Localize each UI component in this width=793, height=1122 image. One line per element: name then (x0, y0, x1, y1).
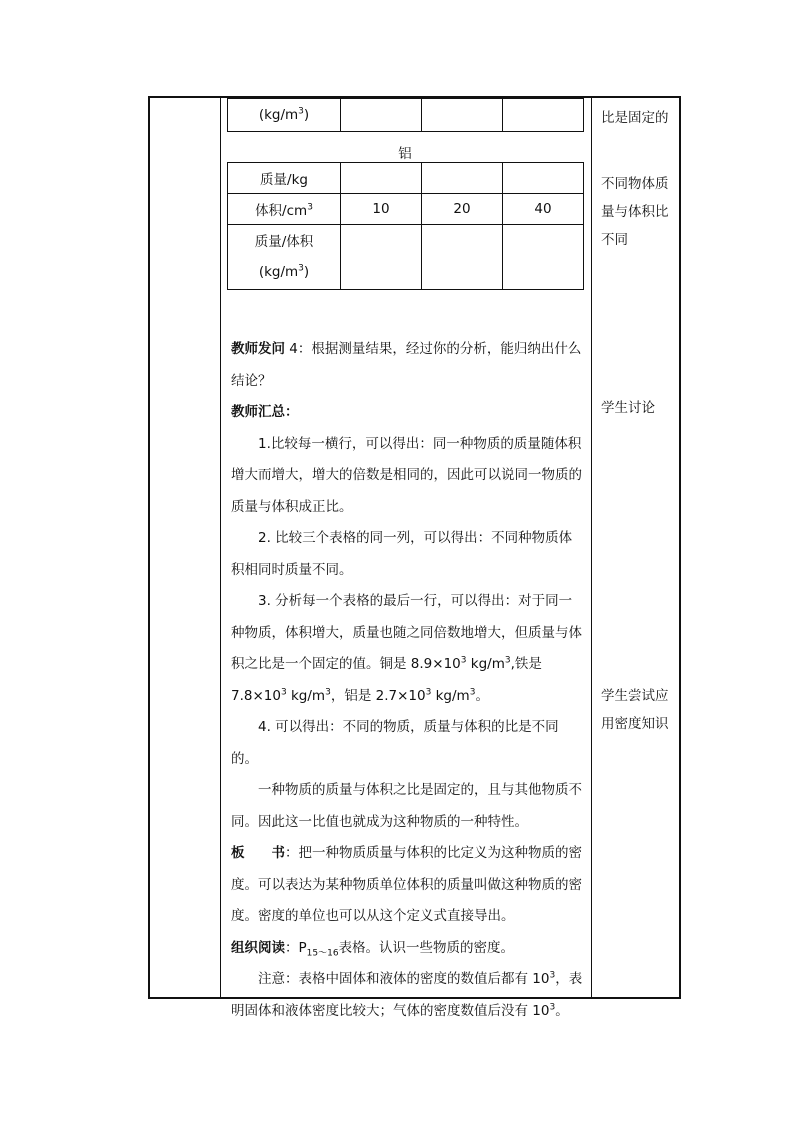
table-cell (422, 163, 503, 194)
row-label: 质量/kg (228, 163, 341, 194)
attention-note: 注意：表格中固体和液体的密度的数值后都有 $10^3$，表明固体和液体密度比较大；气体的密度数值后没有 $10^3$。 (231, 970, 583, 1019)
summary-point-3: 3. 分析每一个表格的最后一行，可以得出：对于同一种物质，体积增大，质量也随之同倍数地增大，但质量与体积之比是一个固定的值。铜是 $8.9\times 10^3$ $kg/m^3$,铁是 $7.8\times 10^3$ $kg/m^3$，铝是 $2.7\times 10^3$ $kg/m^3$。 (231, 593, 582, 704)
table-cell (422, 99, 503, 132)
row-label: 质量/体积 $(kg/m^3)$ (228, 225, 341, 290)
table-cell: 10 (341, 194, 422, 225)
table-cell (503, 163, 584, 194)
table-cell: 20 (422, 194, 503, 225)
teacher-summary-heading: 教师汇总： (231, 404, 299, 420)
summary-point-1: 1.比较每一横行，可以得出：同一种物质的质量随体积增大而增大，增大的倍数是相同的，因此可以说同一物质的质量与体积成正比。 (231, 435, 582, 515)
table-row (228, 194, 584, 225)
summary-point-4: 4. 可以得出：不同的物质，质量与体积的比是不同的。 (231, 719, 559, 767)
column-divider-right (591, 98, 592, 997)
side-note-fixed-ratio: 比是固定的 (601, 110, 669, 126)
row-label: 体积$/cm^3$ (228, 194, 341, 225)
aluminum-table (227, 162, 584, 290)
side-note-student-discussion: 学生讨论 (601, 400, 655, 416)
column-divider-left (220, 98, 221, 997)
previous-table-last-row (227, 98, 584, 132)
table-cell: 40 (503, 194, 584, 225)
lesson-plan-frame (148, 96, 681, 1019)
side-note-different-ratio: 不同物体质量与体积比不同 (601, 176, 669, 248)
row-label: $(kg/m^3)$ (228, 99, 341, 132)
table-row (228, 163, 584, 194)
aluminum-caption: 铝 (398, 146, 412, 162)
summary-conclusion: 一种物质的质量与体积之比是固定的，且与其他物质不同。因此这一比值也就成为这种物质的一种特性。 (231, 782, 582, 830)
table-row (228, 99, 584, 132)
reading-activity: 组织阅读：$P_{15\sim 16}$表格。认识一些物质的密度。 (231, 939, 515, 959)
side-note-apply-density: 学生尝试应用密度知识 (601, 688, 669, 732)
summary-point-2: 2. 比较三个表格的同一列，可以得出：不同种物质体积相同时质量不同。 (231, 530, 573, 578)
table-cell (341, 163, 422, 194)
teacher-summary-text (231, 334, 583, 1027)
table-cell (341, 99, 422, 132)
table-cell (503, 225, 584, 290)
table-cell (503, 99, 584, 132)
blackboard-note: 板 书：把一种物质质量与体积的比定义为这种物质的密度。可以表达为某种物质单位体积的质量叫做这种物质的密度。密度的单位也可以从这个定义式直接导出。 (231, 845, 582, 924)
table-cell (422, 225, 503, 290)
table-row (228, 225, 584, 290)
table-cell (341, 225, 422, 290)
teacher-question-4: 教师发问 4：根据测量结果，经过你的分析，能归纳出什么结论？ (231, 341, 582, 389)
